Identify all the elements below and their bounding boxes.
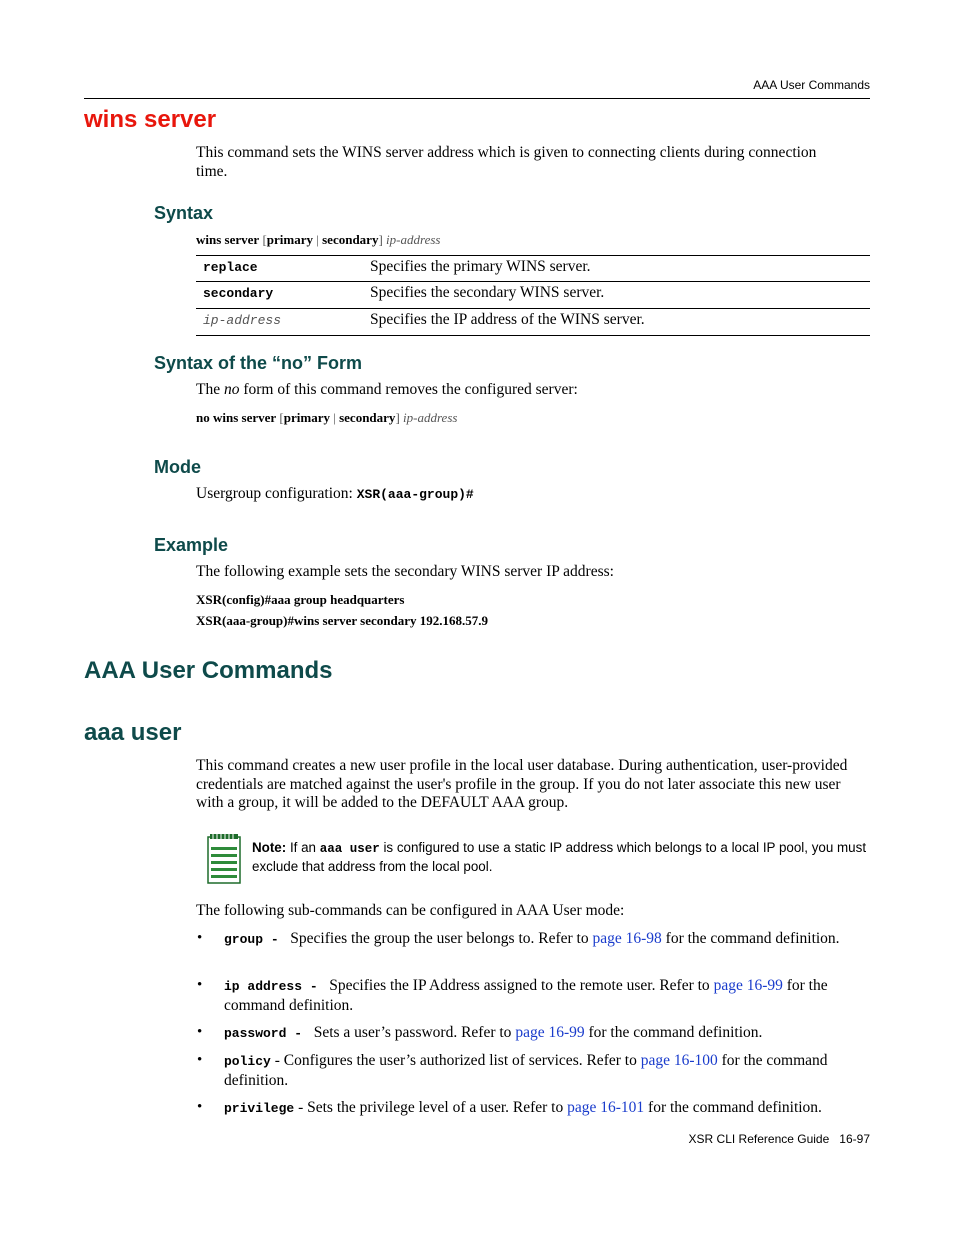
syntax-bracket: [ [279,410,284,425]
list-item [224,930,874,950]
param-name: replace [203,260,258,275]
wins-server-description: This command sets the WINS server address which is given to connecting clients during connection time. [196,144,817,180]
running-header: AAA User Commands [753,78,870,92]
text: Specifies the IP Address assigned to the remote user. Refer to [325,977,714,994]
syntax-pipe: | [316,232,319,247]
notepad-icon [206,833,242,885]
subcommand-name: password [224,1026,287,1041]
page-link[interactable]: page 16-98 [592,930,662,947]
subcommand-sep: - [286,1026,310,1041]
page-link[interactable]: page 16-99 [713,977,783,994]
bullet: • [197,977,203,993]
list-item [224,977,874,1015]
text: form of this command removes the configured server: [239,381,578,398]
syntax-secondary: secondary [339,410,396,425]
syntax-primary: primary [283,410,330,425]
param-name: secondary [203,286,274,301]
text: for the command definition. [224,1052,828,1089]
header-rule [84,98,870,99]
syntax-command: no wins server [196,410,277,425]
list-item [224,1024,874,1044]
page-link[interactable]: page 16-101 [567,1099,645,1116]
note-label: Note: [252,840,287,855]
syntax-heading: Syntax [154,203,214,223]
example-line: XSR(config)#aaa group headquarters [196,592,405,607]
list-item [224,1099,874,1119]
param-name: ip-address [203,313,282,328]
text: Specifies the group the user belongs to. Refer to [286,930,593,947]
aaa-user-title: aaa user [84,719,182,746]
text: Usergroup configuration: [196,485,357,502]
mode-prompt: XSR(aaa-group)# [356,487,474,502]
text: Sets a user’s password. Refer to [309,1024,516,1041]
list-item [224,1052,874,1090]
bullet: • [197,930,203,946]
example-line: XSR(aaa-group)#wins server secondary 192.168.57.9 [196,613,489,628]
note-code: aaa user [319,842,380,856]
param-desc: Specifies the IP address of the WINS server. [370,311,645,328]
param-desc: Specifies the primary WINS server. [370,258,591,275]
footer-guide-title: XSR CLI Reference Guide [688,1132,830,1146]
syntax-primary: primary [266,232,313,247]
no-form-heading: Syntax of the “no” Form [154,353,363,373]
bullet: • [197,1024,203,1040]
table-rule [196,308,870,309]
subcommand-name: group [224,932,264,947]
text: for the command definition. [644,1099,822,1116]
example-heading: Example [154,535,229,555]
aaa-user-description: This command creates a new user profile in the local user database. During authentication, user-provided credentials are matched against the user's profile in the group. If you do not later associate this new user with a group, it will be added to the DEFAULT AAA group. [196,757,848,811]
mode-description [196,485,474,505]
bullet: • [197,1052,203,1068]
text: for the command definition. [584,1024,763,1041]
subcommand-name: privilege [224,1101,295,1116]
subcommand-name: ip address [224,979,303,994]
text: for the command definition. [661,930,840,947]
page-link[interactable]: page 16-100 [640,1052,718,1069]
syntax-bracket: [ [262,232,267,247]
bullet: • [197,1099,203,1115]
syntax-secondary: secondary [322,232,379,247]
page-link[interactable]: page 16-99 [515,1024,585,1041]
example-description: The following example sets the secondary WINS server IP address: [196,563,614,580]
no-syntax-line [196,410,457,426]
text: - Sets the privilege level of a user. Refer to [294,1099,568,1116]
no-form-description [196,381,578,400]
syntax-arg: ip-address [403,410,458,425]
param-desc: Specifies the secondary WINS server. [370,284,605,301]
syntax-command: wins server [196,232,260,247]
subcommand-sep: - [263,932,287,947]
table-rule [196,255,870,256]
syntax-bracket: ] [395,410,400,425]
syntax-pipe: | [333,410,336,425]
text: is configured to use a static IP address which belongs to a local IP pool, you must exclude that address from the local pool. [252,840,867,874]
text: The [196,381,224,398]
wins-syntax-line [196,232,440,248]
table-rule [196,335,870,336]
footer [689,1132,870,1146]
mode-heading: Mode [154,457,201,477]
page-number: 16-97 [839,1132,870,1146]
wins-server-title: wins server [84,106,217,133]
table-rule [196,281,870,282]
subcommand-name: policy [224,1054,271,1069]
note-icon [206,833,242,885]
text: If an [286,840,320,855]
text: - Configures the user’s authorized list of services. Refer to [270,1052,641,1069]
subcommand-intro: The following sub-commands can be configured in AAA User mode: [196,902,625,919]
text: for the command definition. [224,977,828,1014]
subcommand-sep: - [302,979,326,994]
note-text [252,839,872,876]
section-title: AAA User Commands [84,657,333,684]
emphasis: no [223,381,240,398]
syntax-bracket: ] [378,232,383,247]
syntax-arg: ip-address [386,232,441,247]
